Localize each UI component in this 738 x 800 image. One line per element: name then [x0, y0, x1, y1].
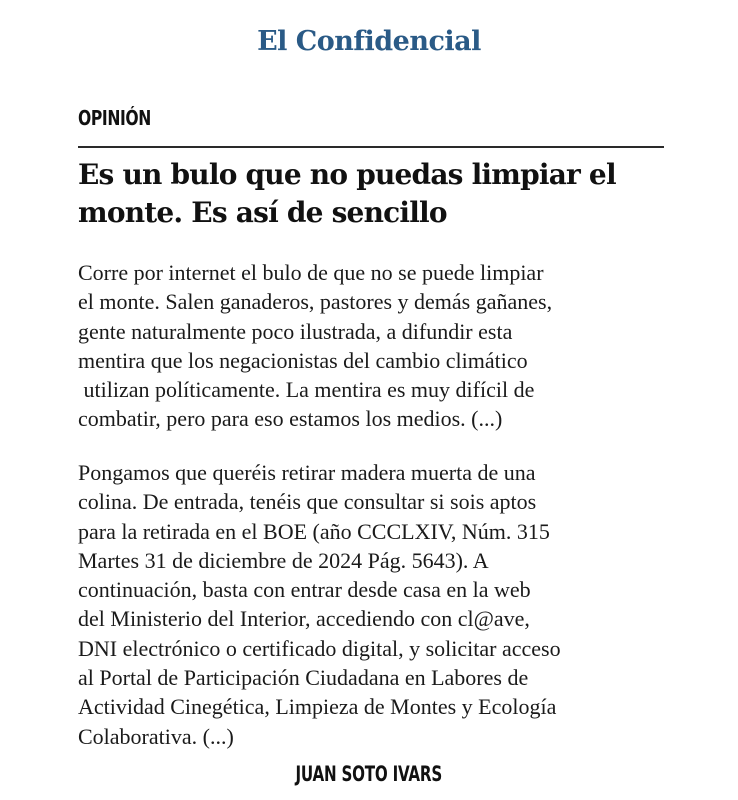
paragraph-line: para la retirada en el BOE (año CCCLXIV, Núm. 315: [78, 518, 550, 544]
paragraph-line: Colaborativa. (...): [78, 723, 234, 749]
paragraph-line: Corre por internet el bulo de que no se puede limpiar: [78, 260, 544, 285]
article-headline: [78, 156, 678, 232]
headline-line: monte. Es así de sencillo: [78, 196, 447, 229]
author-name: JUAN SOTO IVARS: [295, 762, 443, 786]
paragraph-line: Martes 31 de diciembre de 2024 Pág. 5643). A: [78, 547, 489, 573]
paragraph-line: gente naturalmente poco ilustrada, a difundir esta: [78, 318, 513, 344]
paragraph-line: al Portal de Participación Ciudadana en Labores de: [78, 665, 529, 691]
paragraph-line: DNI electrónico o certificado digital, y solicitar acceso: [78, 635, 561, 661]
paragraph-line: mentira que los negacionistas del cambio climático: [78, 347, 528, 373]
paragraph-line: Pongamos que queréis retirar madera muerta de una: [78, 460, 536, 485]
section-label: OPINIÓN: [78, 106, 151, 130]
article-paragraph-2: [78, 458, 698, 751]
headline-line: Es un bulo que no puedas limpiar el: [78, 158, 616, 191]
section-divider: [78, 146, 664, 148]
paragraph-line: Actividad Cinegética, Limpieza de Montes y Ecología: [78, 694, 557, 720]
paragraph-line: combatir, pero para eso estamos los medios. (...): [78, 406, 503, 432]
paragraph-line: el monte. Salen ganaderos, pastores y demás gañanes,: [78, 289, 553, 315]
author-byline: [0, 762, 738, 786]
paragraph-line: continuación, basta con entrar desde casa en la web: [78, 577, 531, 603]
masthead-logo: El Confidencial: [257, 26, 481, 57]
article-paragraph-1: [78, 258, 698, 434]
paragraph-line: utilizan políticamente. La mentira es muy difícil de: [78, 377, 535, 403]
paragraph-line: del Ministerio del Interior, accediendo con cl@ave,: [78, 606, 530, 632]
paragraph-line: colina. De entrada, tenéis que consultar si sois aptos: [78, 489, 537, 515]
